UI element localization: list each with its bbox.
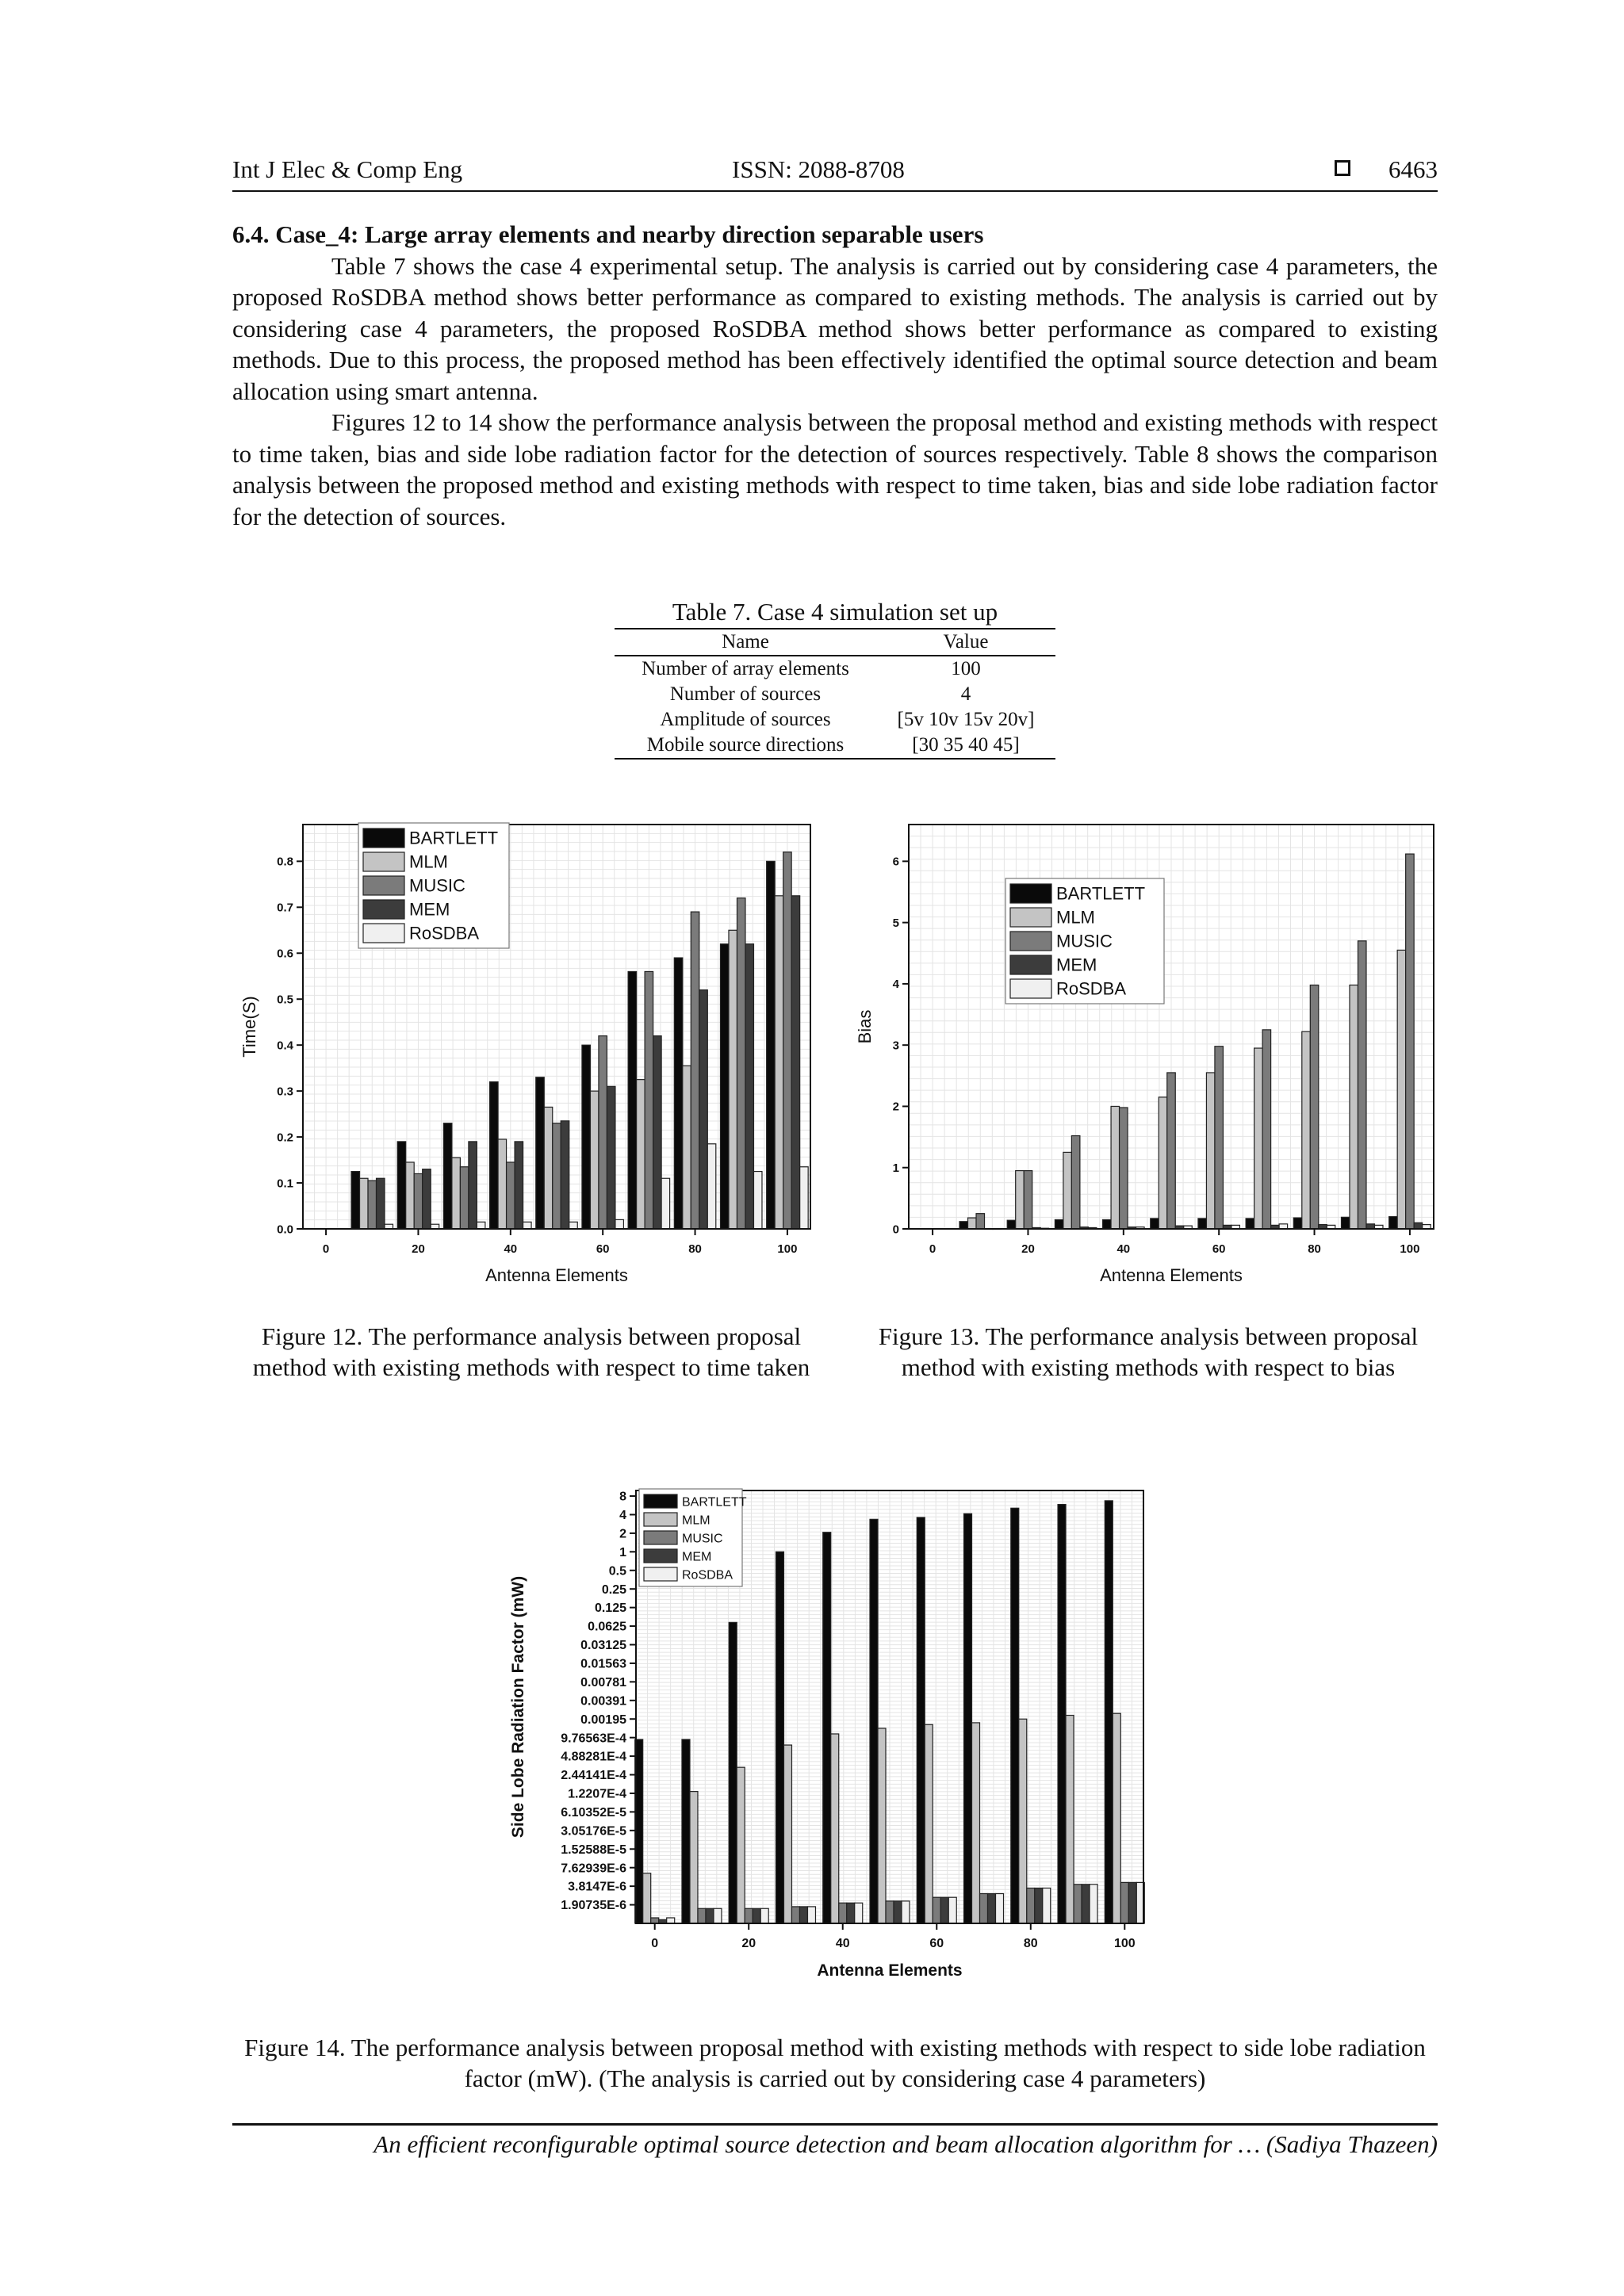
legend-label: BARTLETT [682,1495,747,1510]
y-tick-label: 0.4 [277,1039,293,1053]
bar-mlm [1111,1106,1120,1229]
table-cell: Mobile source directions [615,733,876,759]
bar-mem [469,1142,477,1229]
y-tick-label: 0.0 [277,1223,293,1237]
bar-mlm [737,1767,745,1923]
bar-rosdba [902,1901,910,1923]
bar-mlm [1159,1097,1167,1229]
y-tick-label: 4 [892,978,899,992]
bar-mem [799,1907,807,1923]
bar-music [1024,1171,1032,1229]
column-header: Name [615,629,876,656]
bar-music [414,1173,423,1229]
bar-bartlett [1105,1501,1113,1923]
y-tick-label: 9.76563E-4 [561,1732,626,1746]
bar-music [1120,1882,1128,1923]
y-tick-label: 0.8 [277,855,293,869]
bar-music [783,852,792,1229]
x-tick-label: 20 [412,1242,425,1256]
bar-rosdba [760,1908,768,1923]
legend-swatch-music [1010,932,1051,951]
bar-bartlett [628,971,637,1229]
table-cell: 100 [951,658,981,679]
bar-music [1358,941,1366,1229]
issn: ISSN: 2088-8708 [732,155,905,183]
bar-rosdba [1090,1885,1097,1923]
running-footer: An efficient reconfigurable optimal source detection and beam allocation algorithm for … (Sadiya Thazeen) [373,2130,1438,2158]
x-tick-label: 0 [651,1937,659,1950]
bar-mlm [729,930,737,1229]
legend-swatch-bartlett [1010,884,1051,903]
bar-mlm [498,1139,507,1229]
y-tick-label: 7.62939E-6 [561,1862,626,1876]
bar-music [1167,1073,1176,1229]
bar-music [368,1181,377,1229]
bar-mlm [406,1162,415,1229]
bar-music [645,971,653,1229]
y-tick-label: 5 [892,916,899,930]
bar-bartlett [351,1172,360,1229]
bar-bartlett [767,861,776,1229]
bar-bartlett [1055,1219,1063,1229]
legend-swatch-mem [1010,955,1051,974]
bar-mlm [925,1724,933,1923]
y-tick-label: 4 [619,1509,626,1523]
x-tick-label: 60 [929,1937,944,1950]
figure-14-caption: Figure 14. The performance analysis between proposal method with existing methods with respect to side lobe radiation factor (mW). (The analysis is carried out by considering case 4 parameters) [244,2034,1426,2092]
bar-bartlett [1103,1219,1112,1229]
bar-mlm [783,1745,791,1923]
y-tick-label: 3.05176E-5 [561,1824,626,1839]
y-tick-label: 0.125 [594,1601,626,1616]
legend-label: RoSDBA [1056,978,1127,999]
section-body [232,219,1438,532]
bar-bartlett [964,1513,972,1923]
bar-bartlett [1341,1217,1350,1229]
bar-bartlett [582,1045,591,1229]
bar-bartlett [729,1622,737,1923]
bar-rosdba [753,1172,762,1229]
bar-rosdba [714,1908,722,1923]
y-axis-label: Bias [855,1009,875,1044]
figure-12-chart [230,815,833,1307]
bar-music [791,1907,799,1923]
bar-mlm [1206,1073,1215,1229]
x-tick-label: 40 [1116,1242,1131,1256]
footer-rule [232,2123,1438,2126]
y-tick-label: 3 [892,1039,899,1053]
bar-bartlett [397,1142,406,1229]
y-tick-label: 0.2 [277,1131,293,1145]
bar-mem [706,1908,714,1923]
bar-music [737,898,745,1229]
y-tick-label: 0.5 [608,1564,626,1578]
legend-label: MUSIC [409,875,465,896]
bar-music [1215,1047,1224,1229]
legend-label: MEM [409,899,450,920]
legend-swatch-rosdba [363,924,404,943]
bar-music [1027,1888,1035,1923]
bar-bartlett [536,1077,545,1229]
table-row [615,707,1055,733]
bar-music [839,1903,847,1923]
paragraph-2: Figures 12 to 14 show the performance analysis between the proposal method and existing methods with respect to time taken, bias and side lobe radiation factor for the detection of sources respectively. Table 8 shows the comparison analysis between the proposed method and existing methods with respect to time taken, bias and side lobe radiation factor for the detection of sources. [232,408,1438,530]
y-tick-label: 1.2207E-4 [568,1787,626,1801]
y-tick-label: 0.7 [277,901,293,915]
bar-music [698,1908,706,1923]
table-7 [615,596,1055,760]
bar-mlm [1350,985,1358,1229]
y-tick-label: 6.10352E-5 [561,1805,626,1820]
x-axis-label: Antenna Elements [1100,1265,1243,1285]
bar-rosdba [523,1222,532,1229]
x-tick-label: 100 [1400,1242,1420,1256]
x-axis-label: Antenna Elements [817,1961,963,1980]
x-axis-label: Antenna Elements [485,1265,628,1285]
bar-mlm [690,1792,698,1923]
x-tick-label: 80 [688,1242,702,1256]
journal-name: Int J Elec & Comp Eng [232,155,463,183]
legend-swatch-music [363,876,404,895]
figure-13-caption: Figure 13. The performance analysis between proposal method with existing methods with respect to bias [878,1322,1419,1381]
bar-bartlett [1011,1508,1019,1923]
legend-swatch-bartlett [644,1494,677,1508]
legend-label: RoSDBA [682,1568,733,1582]
section-heading: 6.4. Case_4: Large array elements and nearby direction separable users [232,220,984,248]
bar-mem [607,1086,615,1229]
bar-rosdba [800,1167,809,1229]
table-cell: Amplitude of sources [660,709,831,730]
bar-mlm [1302,1031,1311,1229]
bar-mlm [1113,1713,1120,1923]
bar-bartlett [682,1739,690,1923]
y-tick-label: 0 [892,1223,899,1237]
bar-mlm [1254,1048,1263,1229]
bar-mem [753,1908,760,1923]
y-tick-label: 0.03125 [580,1639,626,1653]
bar-rosdba [707,1144,716,1229]
y-tick-label: 0.00391 [580,1694,626,1709]
bar-music [886,1901,894,1923]
bar-mem [377,1178,385,1229]
table-cell: [5v 10v 15v 20v] [897,709,1035,730]
bar-bartlett [823,1533,831,1923]
bar-rosdba [569,1222,578,1229]
bar-bartlett [917,1517,925,1923]
y-tick-label: 0.1 [277,1177,293,1191]
y-tick-label: 0.3 [277,1085,293,1099]
y-tick-label: 0.0625 [588,1620,626,1634]
x-tick-label: 100 [1113,1937,1136,1950]
bar-music [980,1894,988,1923]
legend-label: BARTLETT [1056,883,1146,904]
legend-swatch-rosdba [1010,979,1051,998]
legend-label: MEM [1056,955,1097,975]
x-tick-label: 0 [929,1242,936,1256]
bar-rosdba [948,1897,956,1923]
bar-music [460,1167,469,1229]
bar-bartlett [1246,1219,1254,1229]
figure-12-caption: Figure 12. The performance analysis between proposal method with existing methods with respect to time taken [252,1322,810,1381]
legend-swatch-rosdba [644,1567,677,1581]
y-tick-label: 1.90735E-6 [561,1899,626,1913]
legend-swatch-mem [644,1549,677,1563]
legend-label: MUSIC [682,1532,723,1546]
x-tick-label: 80 [1023,1937,1038,1950]
y-tick-label: 1.52588E-5 [561,1843,626,1857]
x-tick-label: 80 [1308,1242,1321,1256]
bar-bartlett [1293,1218,1302,1229]
bar-mlm [643,1873,651,1923]
y-tick-label: 1 [892,1161,899,1175]
bar-mlm [590,1091,599,1229]
square-bullet-icon [1335,160,1350,176]
y-tick-label: 1 [619,1545,626,1559]
x-tick-label: 20 [1021,1242,1035,1256]
y-axis-label: Side Lobe Radiation Factor (mW) [509,1575,527,1839]
bar-rosdba [807,1907,815,1923]
bar-mlm [1019,1719,1027,1923]
setup-table [615,628,1055,760]
bar-mem [894,1901,902,1923]
bar-mlm [831,1734,839,1923]
bar-mlm [637,1080,645,1229]
bar-rosdba [477,1222,485,1229]
bar-music [1074,1885,1082,1923]
bar-mlm [878,1728,886,1923]
legend-label: MUSIC [1056,931,1113,951]
bar-mem [699,990,708,1229]
bar-mem [423,1169,431,1229]
legend-swatch-bartlett [363,828,404,848]
bar-mlm [968,1218,977,1229]
table-row [615,656,1055,682]
bar-rosdba [661,1178,670,1229]
bar-music [976,1214,985,1229]
bar-mem [1035,1888,1043,1923]
x-tick-label: 40 [504,1242,518,1256]
header-rule [232,190,1438,192]
y-tick-label: 6 [892,855,899,869]
legend-label: BARTLETT [409,828,499,848]
bar-music [1262,1030,1271,1229]
bar-bartlett [720,944,729,1229]
y-tick-label: 0.00781 [580,1675,626,1689]
bar-music [1310,985,1319,1229]
legend-label: MLM [1056,907,1095,928]
bar-mlm [1066,1716,1074,1923]
bar-mlm [360,1178,369,1229]
x-tick-label: 100 [777,1242,798,1256]
bar-mem [561,1121,569,1229]
y-tick-label: 8 [619,1490,626,1504]
bar-rosdba [667,1918,675,1923]
bar-mem [988,1894,996,1923]
legend-swatch-mlm [363,852,404,871]
x-tick-label: 60 [596,1242,610,1256]
table-cell: 4 [960,683,971,705]
bar-mem [1128,1882,1136,1923]
legend-swatch-music [644,1531,677,1544]
y-tick-label: 0.01563 [580,1657,626,1671]
legend-swatch-mem [363,900,404,919]
legend-label: MLM [682,1513,710,1528]
bar-bartlett [1198,1219,1207,1229]
bar-music [1120,1108,1128,1229]
y-tick-label: 4.88281E-4 [561,1750,626,1764]
table-cell: [30 35 40 45] [876,733,1055,759]
figure-13-chart [847,815,1450,1307]
bar-bartlett [1151,1219,1159,1229]
x-tick-label: 20 [741,1937,756,1950]
x-tick-label: 0 [322,1242,330,1256]
y-tick-label: 0.25 [601,1582,626,1597]
x-tick-label: 40 [835,1937,850,1950]
y-tick-label: 3.8147E-6 [568,1880,626,1894]
bar-mem [847,1903,855,1923]
legend-swatch-mlm [1010,908,1051,927]
legend-swatch-mlm [644,1513,677,1526]
bar-bartlett [443,1123,452,1229]
table-row [615,733,1055,759]
legend-label: RoSDBA [409,923,480,943]
bar-mlm [683,1066,691,1229]
y-tick-label: 0.6 [277,947,293,961]
y-tick-label: 2 [892,1100,899,1114]
bar-mem [1414,1223,1423,1229]
y-tick-label: 0.00195 [580,1712,626,1727]
y-tick-label: 2.44141E-4 [561,1769,626,1783]
bar-bartlett [1389,1217,1398,1229]
x-tick-label: 60 [1212,1242,1226,1256]
table-cell: Number of array elements [642,658,849,679]
bar-bartlett [870,1519,878,1923]
legend-label: MLM [409,851,448,872]
bar-rosdba [1043,1888,1051,1923]
table-caption: Table 7. Case 4 simulation set up [672,598,998,626]
column-header: Value [876,629,1055,656]
bar-mem [1082,1885,1090,1923]
bar-mlm [972,1723,980,1923]
bar-mlm [1397,950,1406,1229]
bar-mem [940,1897,948,1923]
bar-mlm [1063,1152,1072,1229]
bar-bartlett [490,1082,499,1229]
bar-music [745,1908,753,1923]
bar-music [1406,854,1415,1229]
bar-rosdba [615,1219,624,1229]
bar-mlm [775,896,783,1229]
table-row [615,682,1055,707]
bar-bartlett [1058,1505,1066,1923]
bar-mlm [1016,1171,1025,1229]
figure-14-chart [500,1478,1182,2001]
bar-bartlett [1007,1220,1016,1229]
bar-mem [791,896,800,1229]
bar-rosdba [855,1903,863,1923]
bar-mlm [452,1158,461,1229]
bar-rosdba [996,1894,1004,1923]
y-axis-label: Time(S) [239,996,259,1058]
bar-bartlett [674,958,683,1229]
bar-mem [745,944,754,1229]
y-tick-label: 2 [619,1527,626,1541]
bar-mem [515,1142,523,1229]
bar-music [651,1918,659,1923]
y-tick-label: 0.5 [277,993,293,1007]
legend-label: MEM [682,1550,712,1564]
table-cell: Number of sources [669,683,822,705]
bar-music [599,1036,607,1229]
page-number: 6463 [1388,155,1438,183]
bar-mlm [544,1107,553,1229]
bar-music [507,1162,515,1229]
bar-bartlett [959,1222,968,1229]
bar-music [691,912,699,1229]
bar-music [553,1123,561,1229]
bar-music [1071,1136,1080,1229]
bar-bartlett [776,1552,783,1923]
paragraph-1: Table 7 shows the case 4 experimental setup. The analysis is carried out by considering case 4 parameters, the proposed RoSDBA method shows better performance as compared to existing methods. The analysis is carried out by considering case 4 parameters, the proposed RoSDBA method shows better performance as compared to existing methods. Due to this process, the proposed method has been effectively identified the optimal source detection and beam allocation using smart antenna. [232,251,1438,405]
table-header-row [615,629,1055,656]
running-header [232,155,1438,190]
bar-mem [653,1036,662,1229]
bar-music [933,1897,940,1923]
